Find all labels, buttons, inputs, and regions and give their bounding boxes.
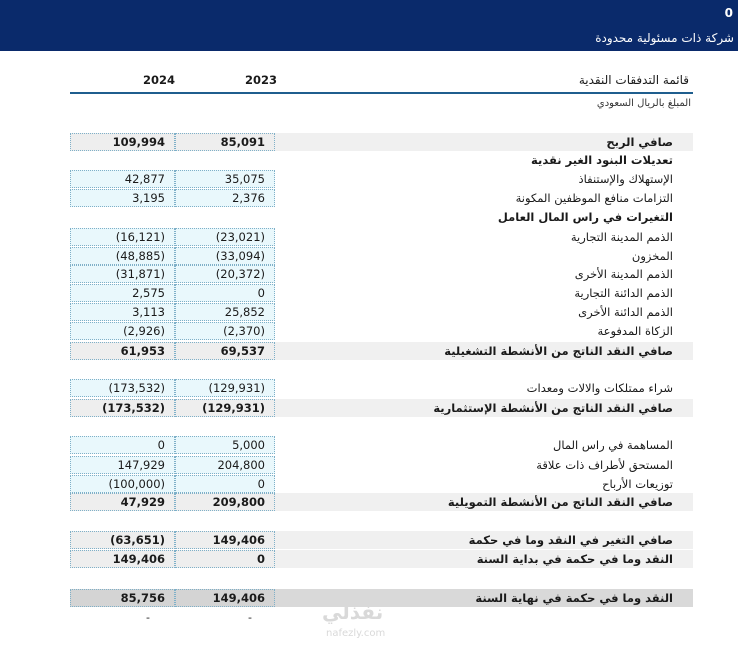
row-label: الذمم المدينة التجارية bbox=[570, 230, 673, 244]
cell-2023: 25,852 bbox=[175, 303, 275, 321]
row-label: صافي النقد الناتج من الأنشطة الإستثمارية bbox=[433, 401, 673, 415]
cell-2024: (16,121) bbox=[70, 228, 175, 246]
row-noncash-heading bbox=[70, 151, 693, 169]
row-investing-total bbox=[70, 399, 693, 417]
cell-2024: (31,871) bbox=[70, 265, 175, 283]
row-label: الزكاة المدفوعة bbox=[597, 324, 673, 338]
row-label: الذمم الدائنة التجارية bbox=[574, 286, 673, 300]
cell-2023: 2,376 bbox=[175, 189, 275, 207]
cell-2023: 209,800 bbox=[175, 493, 275, 511]
cell-2024: (173,532) bbox=[70, 399, 175, 417]
cell-2024: 0 bbox=[70, 436, 175, 454]
row-label: الإستهلاك والإستنفاذ bbox=[578, 172, 673, 186]
cell-2024: 61,953 bbox=[70, 342, 175, 360]
cell-2023: 0 bbox=[175, 284, 275, 302]
row-label: النقد وما في حكمة في نهاية السنة bbox=[475, 591, 673, 605]
row-depreciation bbox=[70, 170, 693, 188]
cell-2024: 147,929 bbox=[70, 456, 175, 474]
row-label: صافي الربح bbox=[606, 135, 673, 149]
cell-2023: 204,800 bbox=[175, 456, 275, 474]
cell-2024: (100,000) bbox=[70, 475, 175, 493]
row-label: المخزون bbox=[631, 249, 673, 263]
row-working-capital-heading bbox=[70, 208, 693, 226]
watermark-latin: nafezly.com bbox=[326, 628, 386, 639]
cell-2023: 149,406 bbox=[175, 531, 275, 549]
row-label: النقد وما في حكمة في بداية السنة bbox=[476, 552, 673, 566]
cell-2024: 149,406 bbox=[70, 550, 175, 568]
header-number: 0 bbox=[724, 6, 733, 20]
cell-2024: 85,756 bbox=[70, 589, 175, 607]
row-opening-cash bbox=[70, 550, 693, 568]
cell-2023: 85,091 bbox=[175, 133, 275, 151]
statement-title: قائمة التدفقات النقدية bbox=[578, 73, 689, 87]
row-net-change-cash bbox=[70, 531, 693, 549]
cell-2024: 3,113 bbox=[70, 303, 175, 321]
section-heading: التغيرات في راس المال العامل bbox=[497, 210, 673, 224]
row-inventory bbox=[70, 247, 693, 265]
row-label: توزيعات الأرباح bbox=[602, 477, 673, 491]
row-label: المساهمة في راس المال bbox=[552, 438, 673, 452]
column-header-2024: 2024 bbox=[143, 73, 176, 87]
row-ppe-purchase bbox=[70, 379, 693, 397]
row-employee-benefits bbox=[70, 189, 693, 207]
cell-2024: (2,926) bbox=[70, 322, 175, 340]
row-other-receivables bbox=[70, 265, 693, 283]
row-related-parties bbox=[70, 456, 693, 474]
row-trade-payables bbox=[70, 284, 693, 302]
cell-2024: 109,994 bbox=[70, 133, 175, 151]
cell-2023: (129,931) bbox=[175, 399, 275, 417]
cell-2023: 0 bbox=[175, 550, 275, 568]
cell-2023: 69,537 bbox=[175, 342, 275, 360]
cell-2023: (2,370) bbox=[175, 322, 275, 340]
cell-2023: 149,406 bbox=[175, 589, 275, 607]
trailing-dash-2024: - bbox=[146, 611, 150, 624]
row-dividends bbox=[70, 475, 693, 493]
row-label: صافي التغير في النقد وما في حكمة bbox=[468, 533, 673, 547]
section-heading: تعديلات البنود الغير نقدية bbox=[531, 153, 673, 167]
cell-2024: 3,195 bbox=[70, 189, 175, 207]
row-net-profit bbox=[70, 133, 693, 151]
cell-2024: 2,575 bbox=[70, 284, 175, 302]
column-header-2023: 2023 bbox=[245, 73, 278, 87]
row-financing-total bbox=[70, 493, 693, 511]
cell-2023: (20,372) bbox=[175, 265, 275, 283]
cell-2023: 35,075 bbox=[175, 170, 275, 188]
row-label: صافي النقد الناتج من الأنشطة التشغيلية bbox=[444, 344, 673, 358]
cell-2024: 47,929 bbox=[70, 493, 175, 511]
cell-2023: (129,931) bbox=[175, 379, 275, 397]
currency-note: المبلغ بالريال السعودي bbox=[596, 98, 691, 109]
header-bar bbox=[0, 0, 738, 51]
cell-2023: 5,000 bbox=[175, 436, 275, 454]
cell-2023: (33,094) bbox=[175, 247, 275, 265]
row-label: صافي النقد الناتج من الأنشطة التمويلية bbox=[447, 495, 673, 509]
row-other-payables bbox=[70, 303, 693, 321]
cell-2023: (23,021) bbox=[175, 228, 275, 246]
cell-2024: 42,877 bbox=[70, 170, 175, 188]
header-rule bbox=[70, 92, 693, 94]
company-name: شركة ذات مسئولية محدودة bbox=[595, 31, 734, 45]
row-label: المستحق لأطراف ذات علاقة bbox=[536, 458, 673, 472]
row-label: شراء ممتلكات والالات ومعدات bbox=[526, 381, 673, 395]
row-capital-contribution bbox=[70, 436, 693, 454]
cell-2024: (63,651) bbox=[70, 531, 175, 549]
row-label: التزامات منافع الموظفين المكونة bbox=[515, 191, 673, 205]
row-label: الذمم الدائنة الأخرى bbox=[578, 305, 673, 319]
trailing-dash-2023: - bbox=[248, 611, 252, 624]
cell-2023: 0 bbox=[175, 475, 275, 493]
row-operating-total bbox=[70, 342, 693, 360]
row-trade-receivables bbox=[70, 228, 693, 246]
watermark-arabic: نفذلي bbox=[322, 600, 384, 624]
cell-2024: (173,532) bbox=[70, 379, 175, 397]
row-label: الذمم المدينة الأخرى bbox=[574, 267, 673, 281]
cell-2024: (48,885) bbox=[70, 247, 175, 265]
row-zakat-paid bbox=[70, 322, 693, 340]
